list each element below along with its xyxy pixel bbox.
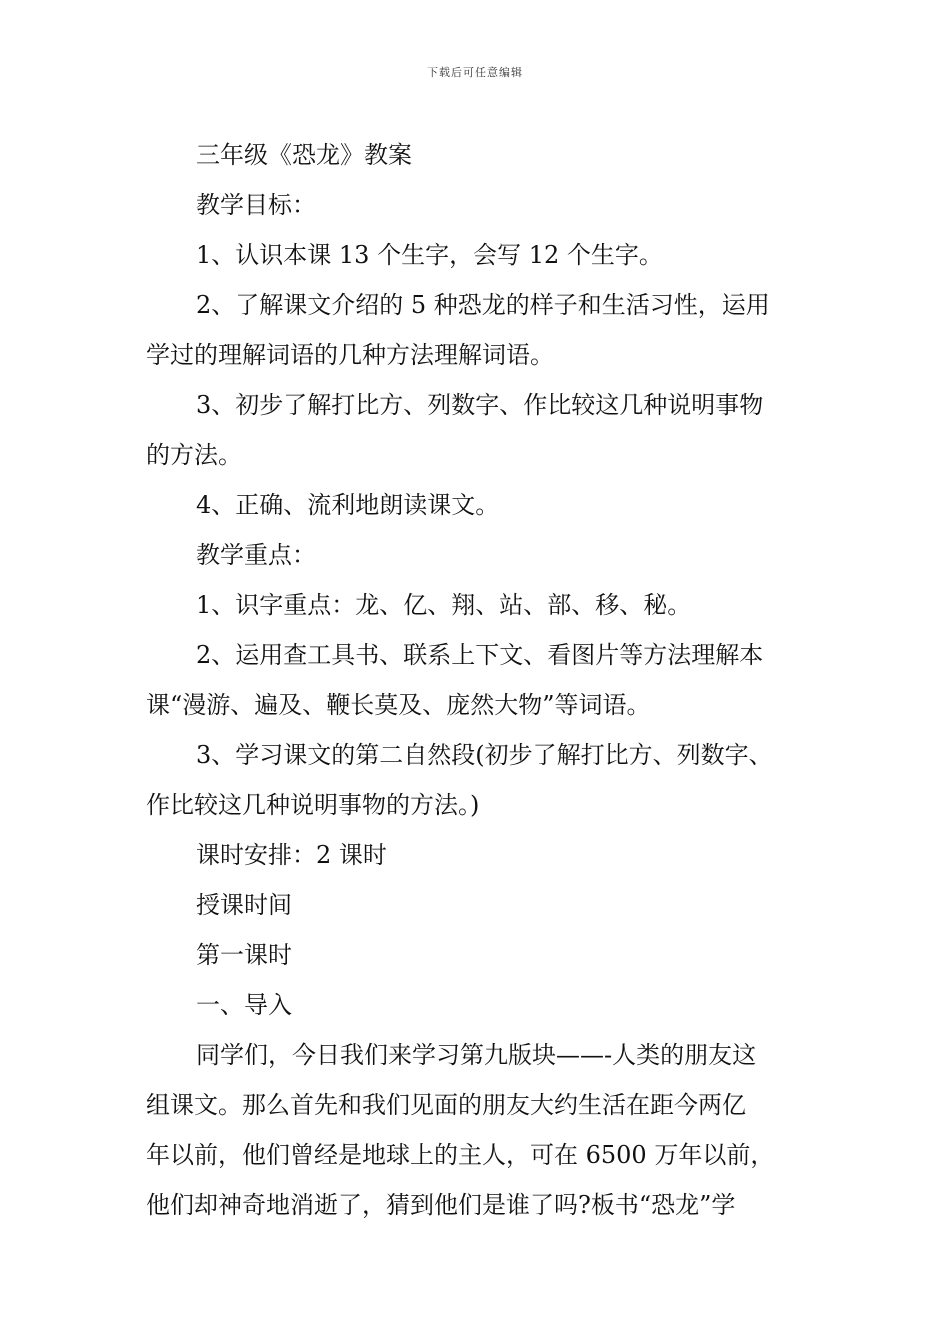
document-body [146, 130, 836, 1230]
intro-paragraph-line-1: 同学们，今日我们来学习第九版块——-人类的朋友这 [196, 1041, 757, 1069]
key-point-item-2: 2、运用查工具书、联系上下文、看图片等方法理解本 [196, 641, 764, 669]
intro-paragraph-line-2: 组课文。那么首先和我们见面的朋友大约生活在距今两亿 [146, 1091, 746, 1119]
step-heading-intro: 一、导入 [196, 991, 292, 1019]
key-point-item-3-cont: 作比较这几种说明事物的方法。) [146, 791, 480, 819]
objective-item-2: 2、了解课文介绍的 5 种恐龙的样子和生活习性，运用 [196, 291, 770, 319]
teaching-time-line: 授课时间 [196, 891, 292, 919]
intro-paragraph-line-3: 年以前，他们曾经是地球上的主人，可在 6500 万年以前， [146, 1141, 775, 1169]
section-heading-objectives: 教学目标： [196, 191, 316, 219]
lesson-heading: 第一课时 [196, 941, 292, 969]
intro-paragraph-line-4: 他们却神奇地消逝了，猜到他们是谁了吗?板书“恐龙”学 [146, 1191, 736, 1219]
objective-item-3: 3、初步了解打比方、列数字、作比较这几种说明事物 [196, 391, 764, 419]
objective-item-2-cont: 学过的理解词语的几种方法理解词语。 [146, 341, 554, 369]
key-point-item-2-cont: 课“漫游、遍及、鞭长莫及、庞然大物”等词语。 [146, 691, 651, 719]
doc-title: 三年级《恐龙》教案 [196, 141, 412, 169]
section-heading-key-points: 教学重点： [196, 541, 316, 569]
schedule-line: 课时安排：2 课时 [196, 841, 387, 869]
key-point-item-1: 1、识字重点：龙、亿、翔、站、部、移、秘。 [196, 591, 692, 619]
objective-item-3-cont: 的方法。 [146, 441, 242, 469]
objective-item-4: 4、正确、流利地朗读课文。 [196, 491, 500, 519]
page-header-note: 下载后可任意编辑 [427, 66, 523, 79]
objective-item-1: 1、认识本课 13 个生字，会写 12 个生字。 [196, 241, 663, 269]
key-point-item-3: 3、学习课文的第二自然段(初步了解打比方、列数字、 [196, 741, 773, 769]
